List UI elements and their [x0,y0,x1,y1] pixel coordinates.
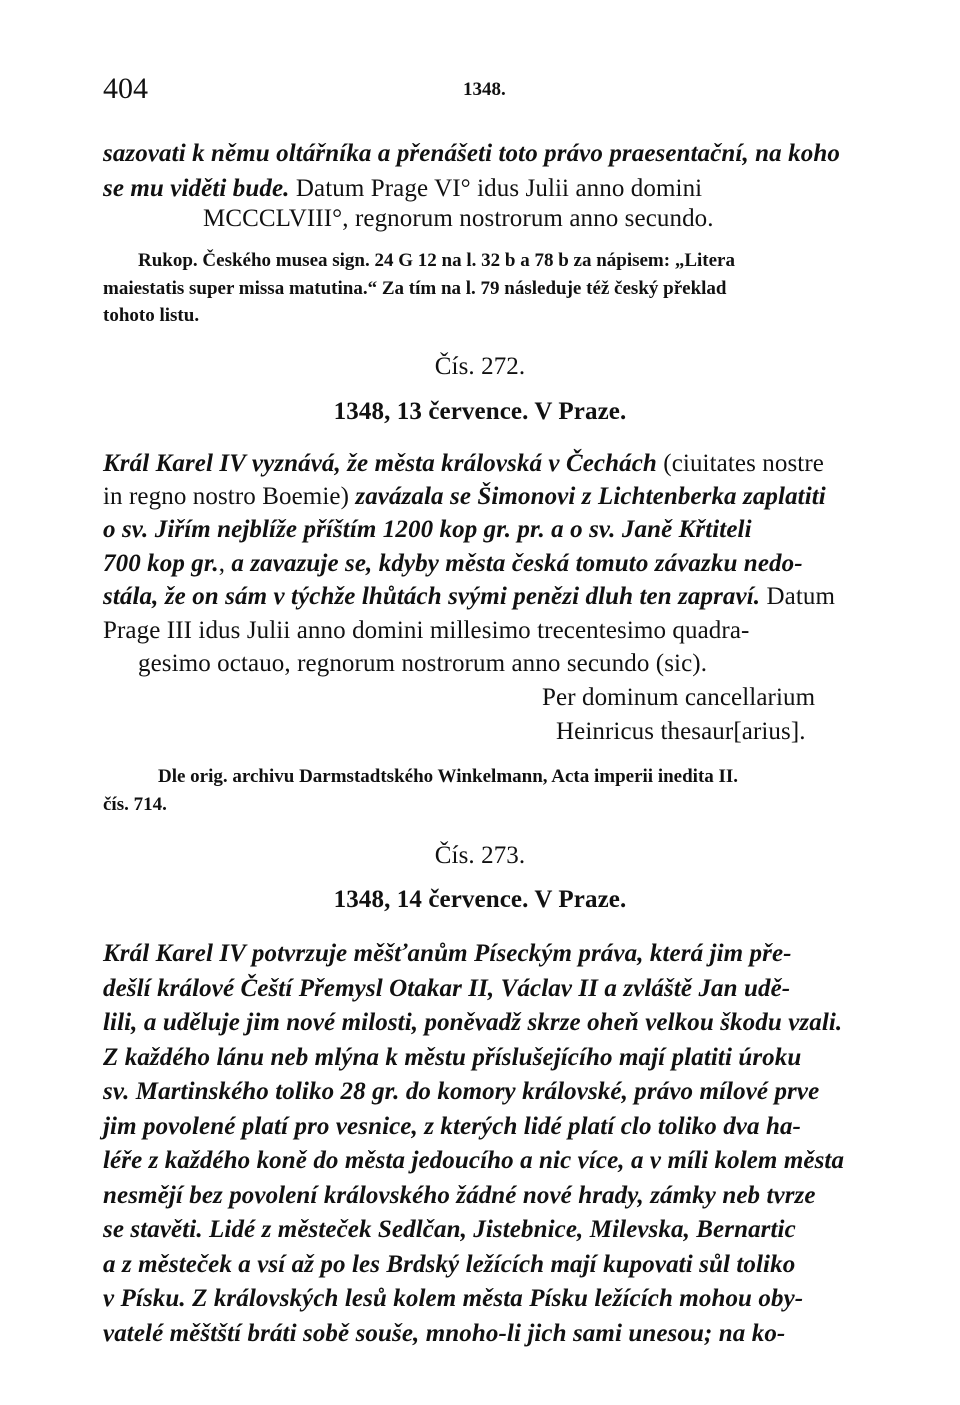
source-note: Rukop. Českého musea sign. 24 G 12 na l. 32 b a 78 b za nápisem: „Litera [138,250,735,271]
document-date: 1348, 13 července. V Praze. [333,398,627,425]
italic-text: se mu viděti bude. [103,175,290,202]
signature-line: Per dominum cancellarium [542,684,816,711]
italic-text: a zavazuje se, kdyby města česká tomuto závazku nedo- [231,550,803,577]
regest-line: Král Karel IV potvrzuje měšťanům Píseckým práva, která jim pře- [103,940,792,967]
regest-line: Z každého lánu neb mlýna k městu příslušejícího mají platiti úroku [103,1043,802,1071]
source-note: čís. 714. [103,794,167,815]
regest-line: sv. Martinského toliko 28 gr. do komory královské, právo mílové prve [103,1078,820,1105]
text-line: gesimo octauo, regnorum nostrorum anno secundo (sic). [138,650,708,677]
regest-line: v Písku. Z královských lesů kolem města Písku ležících mohou oby- [103,1285,804,1312]
regest-line [103,483,863,511]
regest-line: nesmějí bez povolení královského žádné nové hrady, zámky neb tvrze [103,1181,816,1209]
regest-line [103,550,863,578]
italic-text: 700 kop gr. [103,550,219,577]
text-span: Datum Prage VI° idus Julii anno domini [289,175,703,202]
text-line: MCCCLVIII°, regnorum nostrorum anno secundo. [203,205,714,232]
text-span: Datum [760,583,836,610]
document-number: Čís. 272. [434,353,526,380]
regest-line: léře z každého koně do města jedoucího a nic více, a v míli kolem města [103,1147,845,1174]
signature-line: Heinricus thesaur[arius]. [556,718,806,745]
italic-text: o sv. Jiřím nejblíže příštím 1200 kop gr. pr. a o sv. Janě Křtiteli [103,516,752,543]
italic-text: Král Karel IV vyznává, že města královská v Čechách [103,450,657,477]
regest-line [103,516,863,544]
source-note: Dle orig. archivu Darmstadtského Winkelmann, Acta imperii inedita II. [158,766,739,787]
regest-line: lili, a uděluje jim nové milosti, poněvadž skrze oheň velkou škodu vzali. [103,1009,843,1036]
regest-line [103,583,863,611]
regest-line [103,450,863,478]
running-head-year: 1348. [463,79,506,100]
document-date: 1348, 14 července. V Praze. [333,886,627,913]
regest-line: a z městeček a vsí až po les Brdský ležících mají kupovati sůl toliko [103,1250,796,1278]
page-number: 404 [103,72,148,105]
regest-line: vatelé měštští bráti sobě souše, mnoho-li jich sami unesou; na ko- [103,1319,786,1347]
regest-line: jim povolené platí pro vesnice, z kterých lidé platí clo toliko dva ha- [103,1112,801,1140]
italic-text: stála, že on sám v týchže lhůtách svými penězi dluh ten zapraví. [103,583,761,610]
text-span: , [218,550,232,577]
source-note: maiestatis super missa matutina.“ Za tím na l. 79 následuje též český překlad [103,278,727,299]
italic-text: zavázala se Šimonovi z Lichtenberka zaplatiti [355,483,826,510]
regest-line: dešlí králové Čeští Přemysl Otakar II, Václav II a zvláště Jan udě- [103,974,791,1002]
document-number: Čís. 273. [434,842,526,869]
text-span: in regno nostro Boemie) [103,483,356,510]
source-note: tohoto listu. [103,305,200,326]
italic-text: sazovati k němu oltářníka a přenášeti toto právo praesentační, na koho [103,140,840,167]
text-line [103,175,863,203]
text-line: Prage III idus Julii anno domini millesimo trecentesimo quadra- [103,617,750,644]
text-line [103,140,863,168]
regest-line: se stavěti. Lidé z městeček Sedlčan, Jistebnice, Milevska, Bernartic [103,1216,796,1243]
text-span: (ciuitates nostre [656,450,824,477]
